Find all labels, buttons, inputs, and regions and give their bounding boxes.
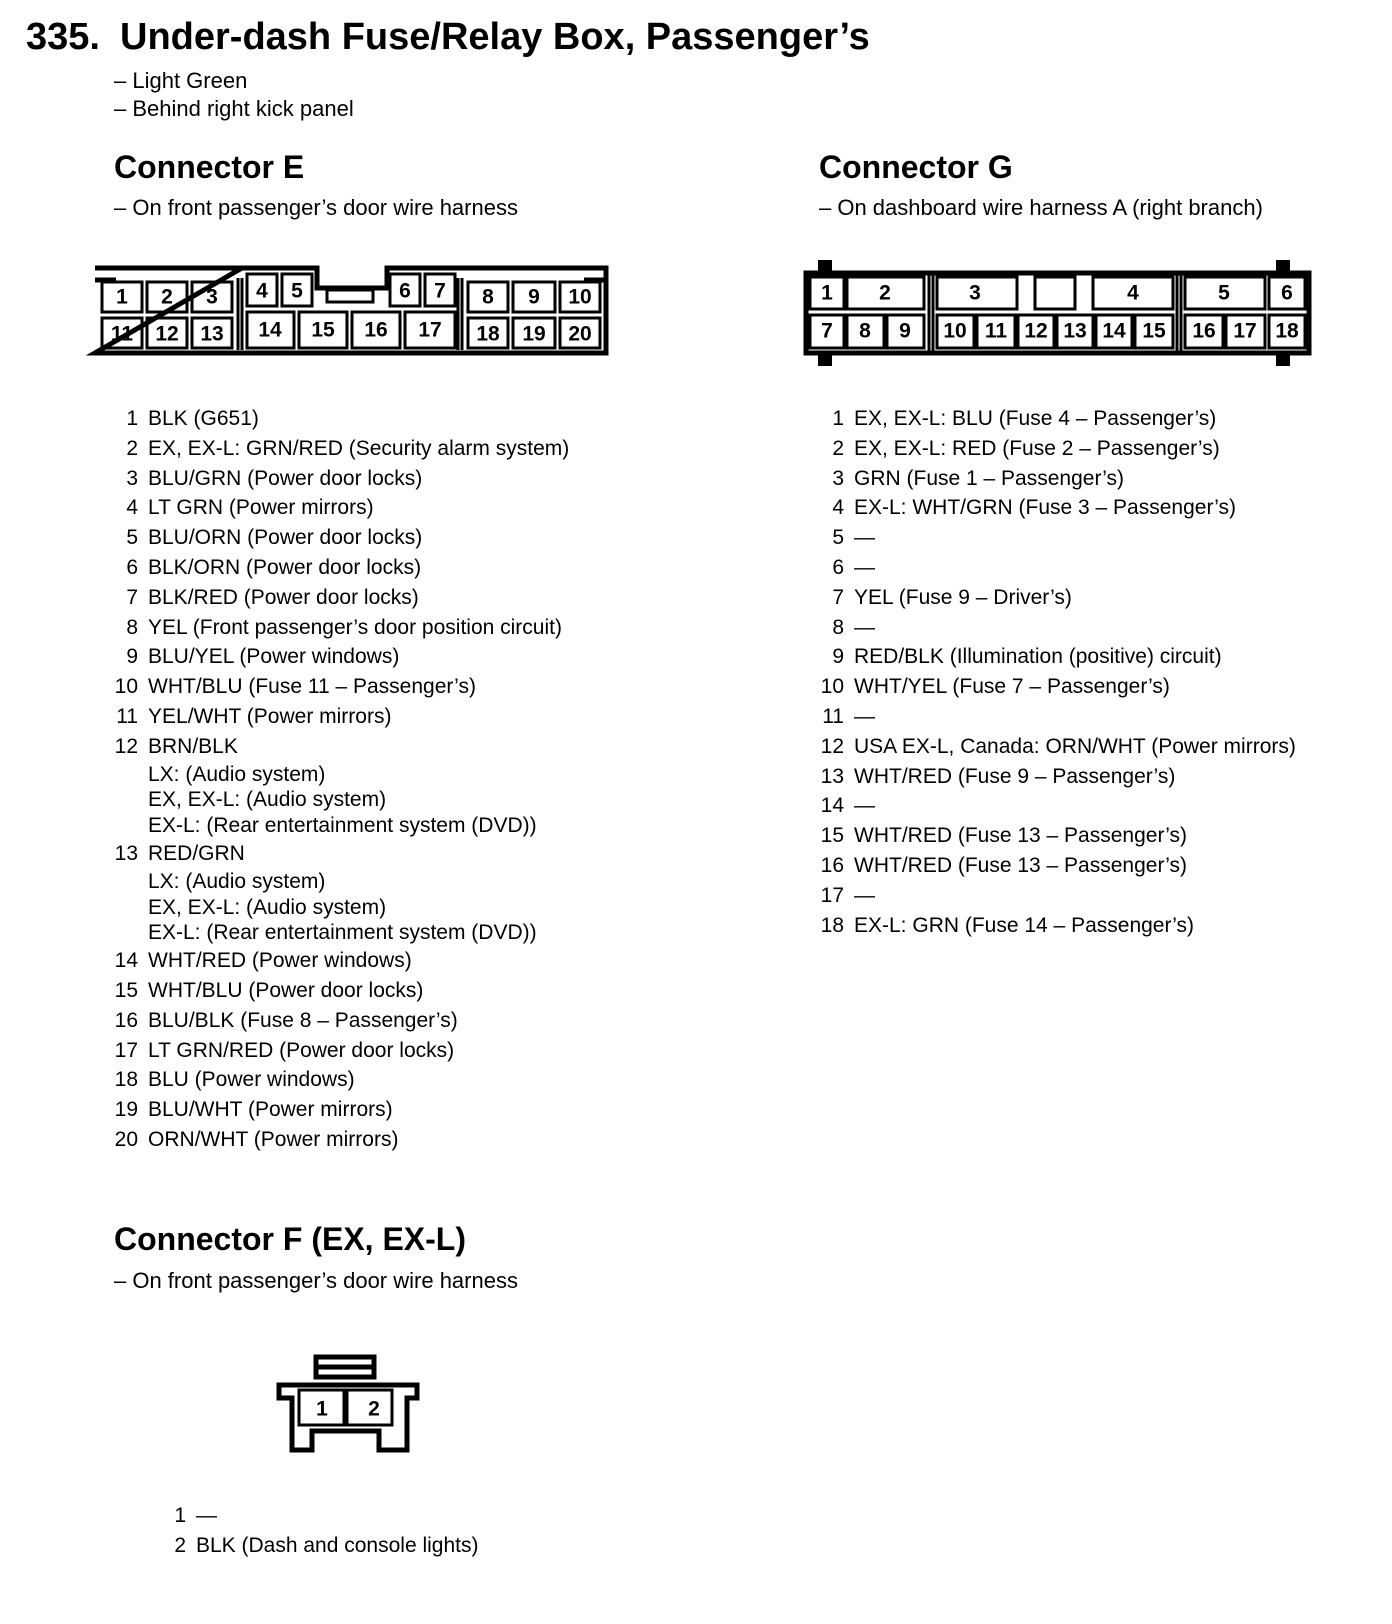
pin-description: LT GRN/RED (Power door locks) [148, 1038, 455, 1062]
pin-description: BLU/YEL (Power windows) [148, 645, 400, 669]
e-cell-label: 14 [258, 318, 282, 342]
pin-number: 2 [126, 436, 138, 460]
pin-number: 18 [114, 1068, 138, 1092]
pin-description: BLK/RED (Power door locks) [148, 585, 419, 609]
pin-description: WHT/BLU (Power door locks) [148, 978, 424, 1002]
pin-row [812, 553, 1296, 583]
e-cell-label: 6 [399, 279, 411, 303]
pin-number: 11 [822, 704, 844, 728]
pin-row [812, 762, 1296, 792]
pin-number: 9 [126, 645, 138, 669]
pin-number: 5 [832, 526, 844, 550]
pin-row [106, 434, 569, 464]
pin-row [812, 791, 1296, 821]
pin-description: EX-L: WHT/GRN (Fuse 3 – Passenger’s) [854, 496, 1236, 520]
pin-description: RED/BLK (Illumination (positive) circuit) [854, 645, 1222, 669]
e-cell-label: 11 [110, 322, 134, 346]
pin-row [812, 881, 1296, 911]
connector-e-pin-list [106, 404, 569, 1155]
pin-row [812, 523, 1296, 553]
pin-row [812, 702, 1296, 732]
pin-number: 6 [126, 555, 138, 579]
pin-number: 15 [820, 824, 844, 848]
pin-row [812, 642, 1296, 672]
pin-number: 12 [114, 734, 138, 758]
pin-description: — [854, 704, 875, 728]
g-cell-label: 16 [1192, 319, 1216, 343]
pin-number: 3 [126, 466, 138, 490]
pin-description: BLK/ORN (Power door locks) [148, 555, 422, 579]
g-cell-label: 7 [821, 319, 833, 343]
pin-description: EX, EX-L: BLU (Fuse 4 – Passenger’s) [854, 407, 1217, 430]
pin-row [812, 493, 1296, 523]
pin-description: BLU/BLK (Fuse 8 – Passenger’s) [148, 1008, 458, 1032]
pin-description: — [854, 526, 875, 550]
pin-description: RED/GRN [148, 841, 245, 865]
pin-description: YEL (Fuse 9 – Driver’s) [854, 585, 1072, 609]
g-cell-label: 2 [879, 281, 891, 305]
g-cell-label: 4 [1127, 281, 1139, 305]
e-cell-label: 15 [311, 318, 335, 342]
e-cell-label: 19 [522, 322, 546, 346]
pin-number: 14 [114, 949, 138, 973]
pin-row [106, 642, 569, 672]
connector-f-diagram [274, 1353, 424, 1458]
pin-description: YEL (Front passenger’s door position circuit) [148, 615, 562, 639]
g-cell-label: 10 [943, 319, 967, 343]
pin-number: 8 [126, 615, 138, 639]
pin-row [106, 1095, 569, 1125]
pin-description: — [854, 555, 875, 579]
connector-g-location: – On dashboard wire harness A (right branch) [819, 195, 1263, 220]
pin-description: — [854, 615, 875, 639]
connector-f-pin-list [154, 1501, 479, 1561]
pin-row [812, 851, 1296, 881]
pin-row [812, 672, 1296, 702]
pin-row [106, 464, 569, 494]
pin-number: 9 [832, 645, 844, 669]
g-cell-label: 5 [1218, 281, 1230, 305]
pin-sub-line: EX-L: (Rear entertainment system (DVD)) [148, 921, 537, 945]
pin-number: 4 [126, 496, 138, 520]
pin-number: 13 [820, 764, 844, 788]
pin-number: 16 [114, 1008, 138, 1032]
pin-number: 18 [820, 913, 844, 937]
pin-row [106, 493, 569, 523]
g-cell-label: 11 [984, 319, 1008, 343]
pin-row [812, 404, 1296, 434]
pin-description: EX-L: GRN (Fuse 14 – Passenger’s) [854, 913, 1195, 937]
pin-number: 1 [174, 1504, 186, 1527]
connector-g-pin-list [812, 404, 1296, 940]
f-cell-label: 1 [316, 1397, 328, 1421]
page-title-text: Under-dash Fuse/Relay Box, Passenger’s [120, 16, 870, 58]
pin-row [812, 732, 1296, 762]
g-cell-label: 15 [1142, 319, 1166, 343]
pin-number: 16 [820, 853, 844, 877]
e-cell-label: 18 [476, 322, 500, 346]
pin-description: WHT/RED (Fuse 9 – Passenger’s) [854, 764, 1176, 788]
pin-description: WHT/RED (Fuse 13 – Passenger’s) [854, 824, 1187, 848]
pin-description: WHT/YEL (Fuse 7 – Passenger’s) [854, 675, 1170, 699]
pin-description: — [854, 883, 875, 907]
pin-row [106, 1006, 569, 1036]
pin-number: 10 [114, 675, 138, 699]
subtitle-color: – Light Green [114, 68, 248, 93]
g-cell-label: 1 [821, 281, 833, 305]
pin-description: BLU/ORN (Power door locks) [148, 526, 423, 550]
e-cell-label: 13 [200, 322, 224, 346]
pin-row [812, 911, 1296, 941]
pin-row [106, 1036, 569, 1066]
pin-number: 1 [126, 407, 138, 430]
g-cell-label: 17 [1233, 319, 1257, 343]
e-cell-label: 1 [116, 285, 128, 309]
g-cell-label: 13 [1063, 319, 1087, 343]
g-cell-label: 14 [1102, 319, 1126, 343]
pin-number: 14 [820, 794, 844, 818]
pin-row [106, 1065, 569, 1095]
connector-e-heading: Connector E [114, 149, 305, 185]
pin-row [812, 613, 1296, 643]
pin-sub-line: LX: (Audio system) [148, 869, 326, 893]
connector-f-location: – On front passenger’s door wire harness [114, 1268, 518, 1293]
e-cell-label: 2 [161, 285, 173, 309]
pin-description: BLU/GRN (Power door locks) [148, 466, 423, 490]
connector-g-diagram [803, 258, 1313, 368]
pin-description: GRN (Fuse 1 – Passenger’s) [854, 466, 1124, 490]
pin-sub-line: EX-L: (Rear entertainment system (DVD)) [148, 814, 537, 838]
g-cell-label: 18 [1275, 319, 1299, 343]
pin-row [106, 613, 569, 643]
connector-e-location: – On front passenger’s door wire harness [114, 195, 518, 220]
pin-sub-line: LX: (Audio system) [148, 762, 326, 786]
pin-description: BRN/BLK [148, 734, 238, 758]
pin-description: WHT/RED (Fuse 13 – Passenger’s) [854, 853, 1187, 877]
pin-number: 6 [832, 555, 844, 579]
pin-row [106, 404, 569, 434]
pin-row [106, 583, 569, 613]
pin-row [106, 1125, 569, 1155]
e-cell-label: 8 [482, 285, 494, 309]
pin-row [106, 672, 569, 702]
pin-number: 11 [116, 704, 138, 728]
pin-row [106, 946, 569, 976]
pin-row [106, 702, 569, 732]
pin-number: 17 [820, 883, 844, 907]
e-cell-label: 7 [434, 279, 446, 303]
pin-description: BLK (G651) [148, 407, 259, 430]
pin-description: BLK (Dash and console lights) [196, 1533, 479, 1557]
pin-row [106, 523, 569, 553]
pin-description: — [196, 1504, 217, 1527]
pin-description: WHT/RED (Power windows) [148, 949, 412, 973]
g-cell-label: 9 [899, 319, 911, 343]
e-cell-label: 4 [256, 279, 268, 303]
pin-description: EX, EX-L: GRN/RED (Security alarm system) [148, 436, 570, 460]
pin-description: ORN/WHT (Power mirrors) [148, 1127, 399, 1151]
pin-number: 13 [114, 841, 138, 865]
g-cell-label: 3 [969, 281, 981, 305]
g-cell-label: 8 [859, 319, 871, 343]
e-cell-label: 20 [568, 322, 592, 346]
pin-row [154, 1501, 479, 1531]
pin-row [812, 821, 1296, 851]
pin-row [106, 839, 569, 869]
pin-number: 2 [832, 436, 844, 460]
pin-number: 1 [832, 407, 844, 430]
e-cell-label: 12 [155, 322, 179, 346]
subtitle-location: – Behind right kick panel [114, 96, 354, 121]
pin-number: 4 [832, 496, 844, 520]
pin-description: YEL/WHT (Power mirrors) [148, 704, 392, 728]
pin-row [106, 976, 569, 1006]
e-cell-label: 5 [291, 279, 303, 303]
pin-row [812, 583, 1296, 613]
pin-description: USA EX-L, Canada: ORN/WHT (Power mirrors) [854, 734, 1296, 758]
pin-number: 10 [820, 675, 844, 699]
pin-description: EX, EX-L: RED (Fuse 2 – Passenger’s) [854, 436, 1220, 460]
connector-g-heading: Connector G [819, 149, 1013, 185]
g-cell-label: 6 [1281, 281, 1293, 305]
pin-description: LT GRN (Power mirrors) [148, 496, 374, 520]
pin-number: 15 [114, 978, 138, 1002]
pin-description: WHT/BLU (Fuse 11 – Passenger’s) [148, 675, 476, 699]
pin-number: 17 [114, 1038, 138, 1062]
page-title [26, 16, 870, 59]
pin-row [812, 434, 1296, 464]
e-cell-label: 9 [528, 285, 540, 309]
pin-number: 8 [832, 615, 844, 639]
pin-number: 19 [114, 1098, 138, 1122]
connector-e-diagram [92, 264, 612, 359]
pin-description: — [854, 794, 875, 818]
pin-number: 12 [820, 734, 844, 758]
page-number: 335. [26, 16, 100, 58]
e-cell-label: 16 [364, 318, 388, 342]
pin-row [106, 553, 569, 583]
pin-number: 20 [114, 1127, 138, 1151]
pin-sub-line: EX, EX-L: (Audio system) [148, 788, 387, 812]
pin-sub-line: EX, EX-L: (Audio system) [148, 895, 387, 919]
pin-number: 5 [126, 526, 138, 550]
pin-number: 2 [174, 1533, 186, 1557]
pin-description: BLU/WHT (Power mirrors) [148, 1098, 393, 1122]
f-cell-label: 2 [368, 1397, 380, 1421]
g-cell-label: 12 [1024, 319, 1048, 343]
pin-number: 3 [832, 466, 844, 490]
pin-description: BLU (Power windows) [148, 1068, 355, 1092]
pin-number: 7 [126, 585, 138, 609]
connector-f-heading: Connector F (EX, EX-L) [114, 1221, 466, 1257]
pin-number: 7 [832, 585, 844, 609]
pin-row [106, 732, 569, 762]
e-cell-label: 17 [418, 318, 442, 342]
e-cell-label: 3 [206, 285, 218, 309]
e-cell-label: 10 [568, 285, 592, 309]
pin-row [812, 464, 1296, 494]
pin-row [154, 1531, 479, 1561]
